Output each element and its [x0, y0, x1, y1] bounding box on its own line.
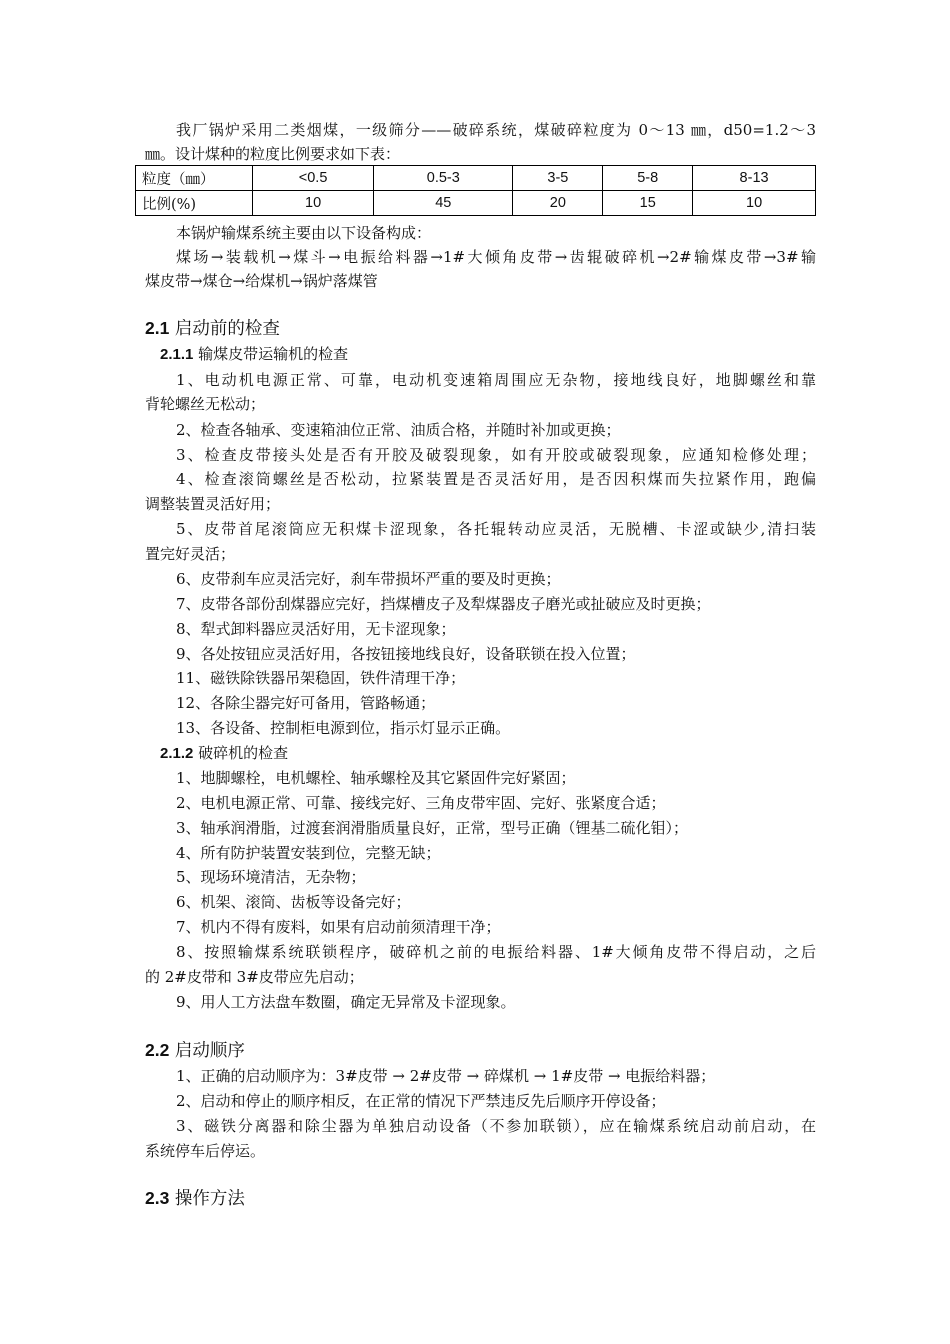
- section-2-1-heading: [145, 315, 815, 342]
- table-cell: 10: [693, 191, 816, 216]
- table-cell: 45: [374, 191, 513, 216]
- list-item: 5、现场环境清洁，无杂物；: [176, 868, 366, 886]
- list-item: 3、磁铁分离器和除尘器为单独启动设备（不参加联锁），应在输煤系统启动前启动，在: [176, 1117, 816, 1135]
- system-intro: 本锅炉输煤系统主要由以下设备构成：: [176, 224, 432, 242]
- section-2-1-1-heading: [160, 342, 830, 367]
- list-item: 7、皮带各部份刮煤器应完好，挡煤槽皮子及犁煤器皮子磨光或扯破应及时更换；: [176, 595, 711, 613]
- table-cell: 8-13: [693, 166, 816, 191]
- section-title: 启动前的检查: [174, 319, 280, 339]
- table-cell: 20: [513, 191, 603, 216]
- list-item: 5、皮带首尾滚筒应无积煤卡涩现象，各托辊转动应灵活，无脱槽、卡涩或缺少,清扫装: [176, 520, 816, 538]
- list-item: 4、检查滚筒螺丝是否松动，拉紧装置是否灵活好用，是否因积煤而失拉紧作用，跑偏: [176, 470, 816, 488]
- table-cell: 3-5: [513, 166, 603, 191]
- list-item: 6、皮带刹车应灵活完好，刹车带损坏严重的要及时更换；: [176, 570, 561, 588]
- list-item: 2、电机电源正常、可靠、接线完好、三角皮带牢固、完好、张紧度合适；: [176, 794, 666, 812]
- section-number: 2.1.2: [160, 745, 194, 762]
- table-cell: 0.5-3: [374, 166, 513, 191]
- list-item: 3、检查皮带接头处是否有开胶及破裂现象，如有开胶或破裂现象，应通知检修处理；: [176, 446, 816, 464]
- list-item: 9、各处按钮应灵活好用，各按钮接地线良好，设备联锁在投入位置；: [176, 645, 636, 663]
- list-item: 13、各设备、控制柜电源到位，指示灯显示正确。: [176, 719, 511, 737]
- list-item: 2、启动和停止的顺序相反，在正常的情况下严禁违反先后顺序开停设备；: [176, 1092, 666, 1110]
- list-item: 系统停车后停运。: [145, 1142, 266, 1160]
- list-item: 2、检查各轴承、变速箱油位正常、油质合格，并随时补加或更换；: [176, 421, 621, 439]
- section-number: 2.1: [145, 318, 170, 338]
- table-row: [136, 191, 816, 216]
- section-number: 2.3: [145, 1188, 170, 1208]
- section-number: 2.1.1: [160, 346, 194, 363]
- section-2-1-2-heading: [160, 741, 830, 766]
- list-item: 的 2#皮带和 3#皮带应先启动；: [145, 968, 364, 986]
- table-cell: 5-8: [603, 166, 693, 191]
- list-item: 8、犁式卸料器应灵活好用，无卡涩现象；: [176, 620, 456, 638]
- table-cell: 10: [253, 191, 374, 216]
- list-item: 12、各除尘器完好可备用，管路畅通；: [176, 694, 436, 712]
- table-cell: 粒度（㎜）: [136, 166, 253, 191]
- granularity-table: [135, 165, 816, 216]
- table-cell: <0.5: [253, 166, 374, 191]
- list-item: 调整装置灵活好用；: [145, 495, 281, 513]
- list-item: 11、磁铁除铁器吊架稳固，铁件清理干净；: [176, 669, 466, 687]
- system-chain-line-1: 煤场→装载机→煤斗→电振给料器→1#大倾角皮带→齿辊破碎机→2#输煤皮带→3#输: [176, 248, 816, 266]
- section-title: 操作方法: [174, 1189, 245, 1209]
- list-item: 1、正确的启动顺序为：3#皮带 → 2#皮带 → 碎煤机 → 1#皮带 → 电振给料器；: [176, 1067, 716, 1085]
- table-row: [136, 166, 816, 191]
- system-chain-line-2: 煤皮带→煤仓→给煤机→锅炉落煤管: [145, 272, 378, 290]
- list-item: 置完好灵活；: [145, 545, 236, 563]
- section-number: 2.2: [145, 1040, 170, 1060]
- list-item: 3、轴承润滑脂，过渡套润滑脂质量良好，正常，型号正确（锂基二硫化钼）；: [176, 819, 689, 837]
- list-item: 4、所有防护装置安装到位，完整无缺；: [176, 844, 441, 862]
- intro-line-2: ㎜。设计煤种的粒度比例要求如下表：: [145, 145, 401, 163]
- section-2-2-heading: [145, 1037, 815, 1064]
- section-title: 破碎机的检查: [198, 744, 289, 762]
- list-item: 背轮螺丝无松动；: [145, 395, 266, 413]
- section-2-3-heading: [145, 1185, 815, 1212]
- list-item: 8、按照输煤系统联锁程序，破碎机之前的电振给料器、1#大倾角皮带不得启动，之后: [176, 943, 816, 961]
- list-item: 7、机内不得有废料，如果有启动前须清理干净；: [176, 918, 501, 936]
- table-cell: 比例(%): [136, 191, 253, 216]
- list-item: 1、地脚螺栓，电机螺栓、轴承螺栓及其它紧固件完好紧固；: [176, 769, 576, 787]
- section-title: 启动顺序: [174, 1041, 245, 1061]
- section-title: 输煤皮带运输机的检查: [198, 345, 349, 363]
- intro-line-1: 我厂锅炉采用二类烟煤，一级筛分——破碎系统，煤破碎粒度为 0～13 ㎜，d50=1.2～3: [176, 121, 816, 139]
- list-item: 1、电动机电源正常、可靠，电动机变速箱周围应无杂物，接地线良好，地脚螺丝和靠: [176, 371, 816, 389]
- table-cell: 15: [603, 191, 693, 216]
- list-item: 9、用人工方法盘车数圈，确定无异常及卡涩现象。: [176, 993, 516, 1011]
- list-item: 6、机架、滚筒、齿板等设备完好；: [176, 893, 411, 911]
